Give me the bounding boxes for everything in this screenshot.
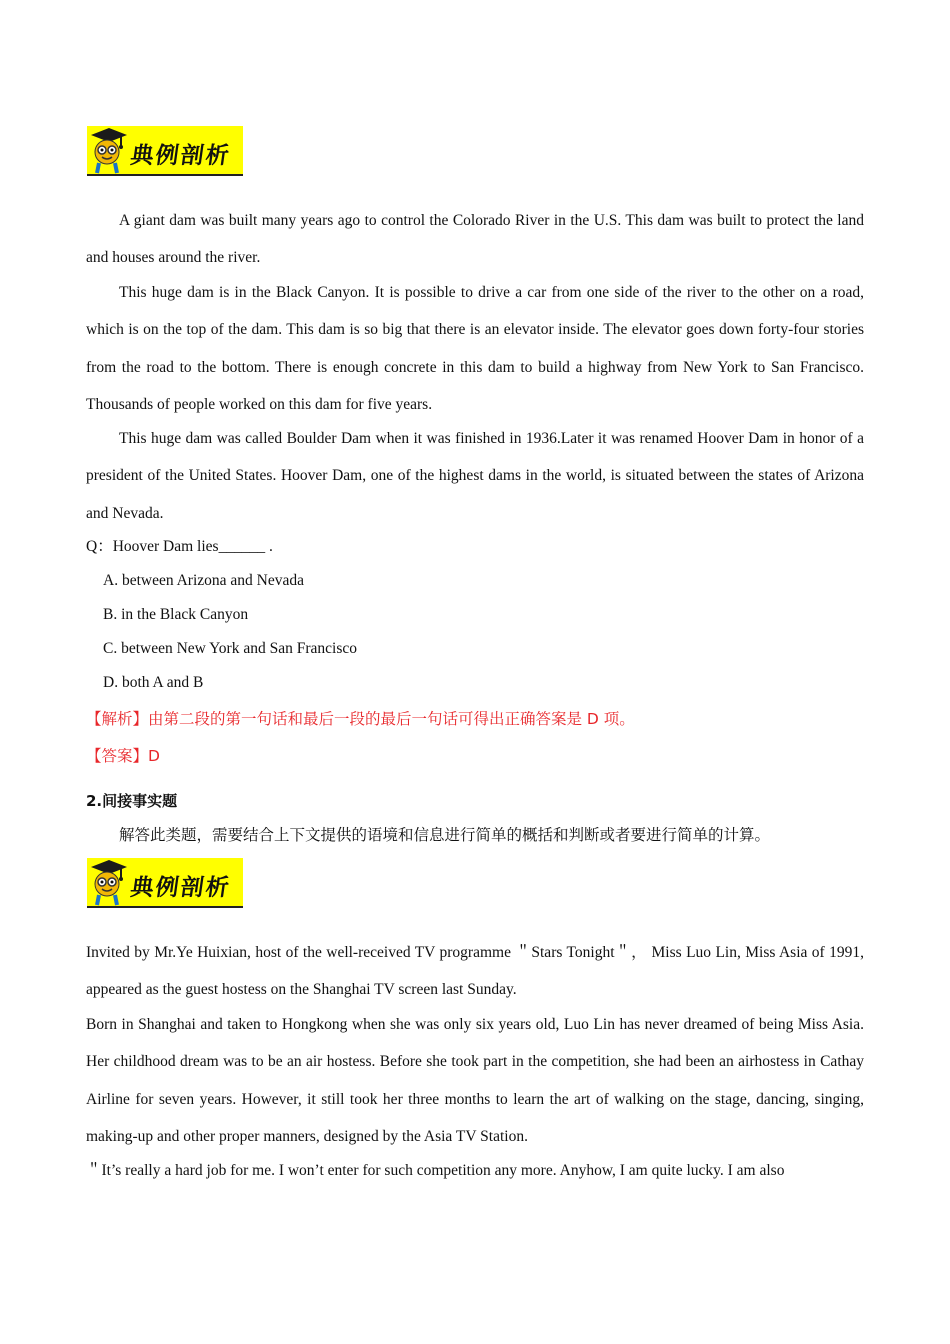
banner-title: 典例剖析 (128, 143, 233, 169)
analysis-text: 【解析】由第二段的第一句话和最后一段的最后一句话可得出正确答案是 D 项。 (86, 710, 635, 728)
section-heading: 2.间接事实题 (86, 792, 178, 810)
banner-title: 典例剖析 (128, 875, 233, 901)
scholar-mascot-icon (87, 126, 131, 174)
scholar-mascot-icon (87, 858, 131, 906)
passage-paragraph: A giant dam was built many years ago to control the Colorado River in the U.S. This dam was built to protect the land and houses around the river. (86, 212, 864, 267)
option-d: D. both A and B (103, 674, 204, 691)
passage-paragraph: This huge dam is in the Black Canyon. It is possible to drive a car from one side of the river to the other on a road, which is on the top of the dam. This dam is so big that there is an elevator inside. The elevator goes down forty-four stories from the road to the bottom. There is enough concrete in this dam to build a highway from New York to San Francisco. Thousands of people worked on this dam for five years. (86, 284, 864, 413)
option-b: B. in the Black Canyon (103, 606, 249, 623)
answer-text: 【答案】D (86, 747, 160, 765)
question: Q：Hoover Dam lies______ . (86, 538, 273, 555)
example-banner (87, 126, 243, 176)
passage-paragraph: This huge dam was called Boulder Dam when it was finished in 1936.Later it was renamed Hoover Dam in honor of a president of the United States. Hoover Dam, one of the highest dams in the world, is situated between the states of Arizona and Nevada. (86, 430, 864, 522)
passage-paragraph: Born in Shanghai and taken to Hongkong when she was only six years old, Luo Lin has never dreamed of being Miss Asia. Her childhood dream was to be an air hostess. Before she took part in the competition, she had been an airhostess in Cathay Airline for seven years. However, it still took her three months to learn the art of walking on the stage, dancing, singing, making-up and other proper manners, designed by the Asia TV Station. (86, 1016, 864, 1145)
section-intro: 解答此类题，需要结合上下文提供的语境和信息进行简单的概括和判断或者要进行简单的计算。 (119, 826, 771, 844)
option-c: C. between New York and San Francisco (103, 640, 357, 657)
example-banner (87, 858, 243, 908)
passage-paragraph: ＂It’s really a hard job for me. I won’t enter for such competition any more. Anyhow, I am quite lucky. I am also (86, 1162, 785, 1179)
option-a: A. between Arizona and Nevada (103, 572, 304, 589)
passage-paragraph: Invited by Mr.Ye Huixian, host of the well-received TV programme ＂Stars Tonight＂， Miss Luo Lin, Miss Asia of 1991, appeared as the guest hostess on the Shanghai TV screen last Sunday. (86, 944, 864, 999)
